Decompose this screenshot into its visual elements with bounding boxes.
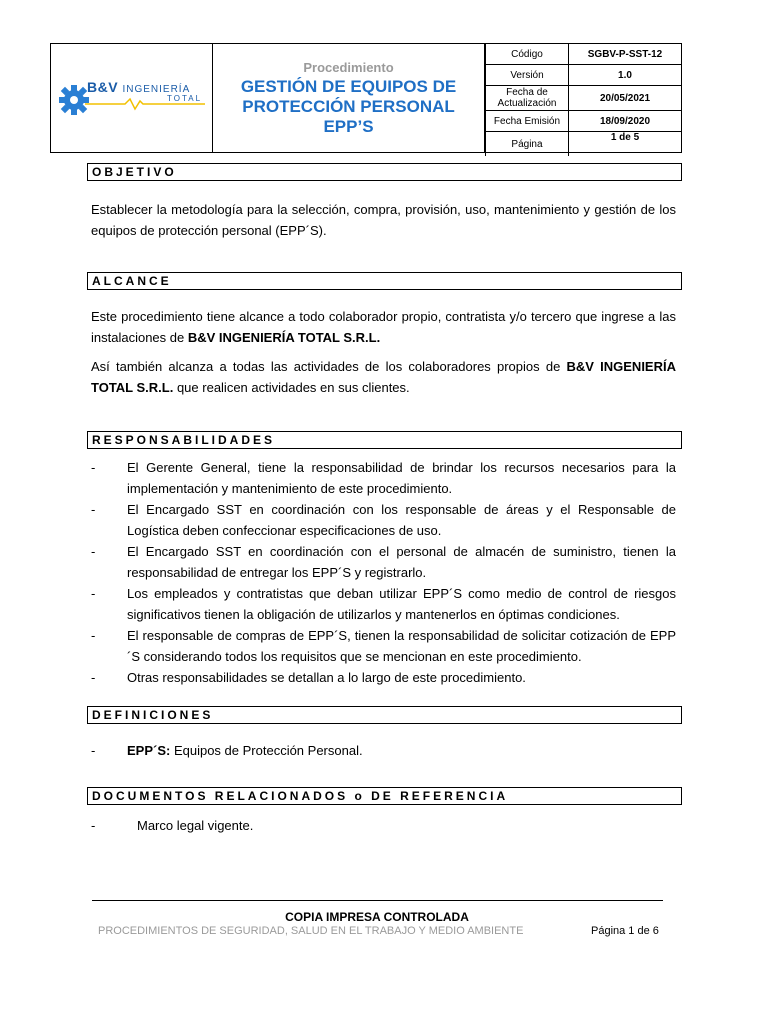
meta-key: Versión [486, 65, 569, 86]
list-item: - El responsable de compras de EPP´S, tienen la responsabilidad de solicitar cotización de EPP´S considerando todos los requisitos que se mencionan en este procedimiento. [91, 628, 676, 664]
meta-key: Fecha de Actualización [486, 86, 569, 111]
section-definiciones-title: DEFINICIONES [87, 706, 682, 724]
meta-value: SGBV-P-SST-12 [569, 44, 682, 65]
section-objetivo-title: OBJETIVO [87, 163, 682, 181]
company-logo [57, 77, 207, 121]
section-responsabilidades-title: RESPONSABILIDADES [87, 431, 682, 449]
logo-cell [51, 44, 213, 152]
meta-value: 1.0 [569, 65, 682, 86]
list-item: - El Encargado SST en coordinación con el personal de almacén de suministro, tienen la responsabilidad de entregar los EPP´S y registrarlo. [91, 544, 676, 580]
documentos-list [91, 815, 676, 836]
list-item: - El Encargado SST en coordinación con los responsable de áreas y el Responsable de Logística deben confeccionar especificaciones de uso. [91, 502, 676, 538]
meta-value: 18/09/2020 [569, 111, 682, 132]
logo-wordmark: B&V INGENIERÍA [87, 79, 191, 95]
meta-key: Página [486, 132, 569, 157]
meta-key: Fecha Emisión [486, 111, 569, 132]
document-header [50, 43, 682, 153]
footer-divider [92, 900, 663, 901]
logo-subtext: TOTAL [167, 94, 203, 103]
list-item: - Marco legal vigente. [91, 818, 254, 833]
list-item: - Los empleados y contratistas que deban utilizar EPP´S como medio de control de riesgos significativos tienen la obligación de utilizarlos y mantenerlos en óptimas condiciones. [91, 586, 676, 622]
document-title: GESTIÓN DE EQUIPOS DE PROTECCIÓN PERSONAL EPP’S [240, 77, 457, 136]
list-item: - Otras responsabilidades se detallan a lo largo de este procedimiento. [91, 670, 526, 685]
footer-department: PROCEDIMIENTOS DE SEGURIDAD, SALUD EN EL TRABAJO Y MEDIO AMBIENTE [98, 925, 524, 937]
alcance-paragraph-1: Este procedimiento tiene alcance a todo colaborador propio, contratista y/o tercero que ingrese a las instalaciones de B&V INGENIERÍA TOTAL S.R.L. [91, 309, 676, 345]
section-documentos-title: DOCUMENTOS RELACIONADOS o DE REFERENCIA [87, 787, 682, 805]
meta-row [486, 44, 682, 65]
list-item: - El Gerente General, tiene la responsabilidad de brindar los recursos necesarios para la implementación y mantenimiento de este procedimiento. [91, 460, 676, 496]
meta-row [486, 86, 682, 111]
footer-controlled-copy: COPIA IMPRESA CONTROLADA [285, 910, 469, 924]
meta-value: 20/05/2021 [569, 86, 682, 111]
title-cell [213, 44, 485, 152]
meta-row [486, 65, 682, 86]
objetivo-text: Establecer la metodología para la selección, compra, provisión, uso, mantenimiento y gestión de los equipos de protección personal (EPP´S). [91, 202, 676, 238]
footer-page-number: Página 1 de 6 [591, 925, 659, 937]
responsabilidades-list [91, 457, 676, 688]
definiciones-list [91, 740, 676, 761]
document-type: Procedimiento [303, 60, 394, 75]
meta-row [486, 111, 682, 132]
section-alcance-title: ALCANCE [87, 272, 682, 290]
alcance-paragraph-2: Así también alcanza a todas las actividades de los colaboradores propios de B&V INGENIERÍA TOTAL S.R.L. que realicen actividades en sus clientes. [91, 359, 676, 395]
document-meta-table [485, 44, 681, 156]
meta-row [486, 132, 682, 157]
meta-value: 1 de 5 [569, 132, 682, 157]
list-item: - EPP´S: Equipos de Protección Personal. [91, 743, 363, 758]
meta-key: Código [486, 44, 569, 65]
